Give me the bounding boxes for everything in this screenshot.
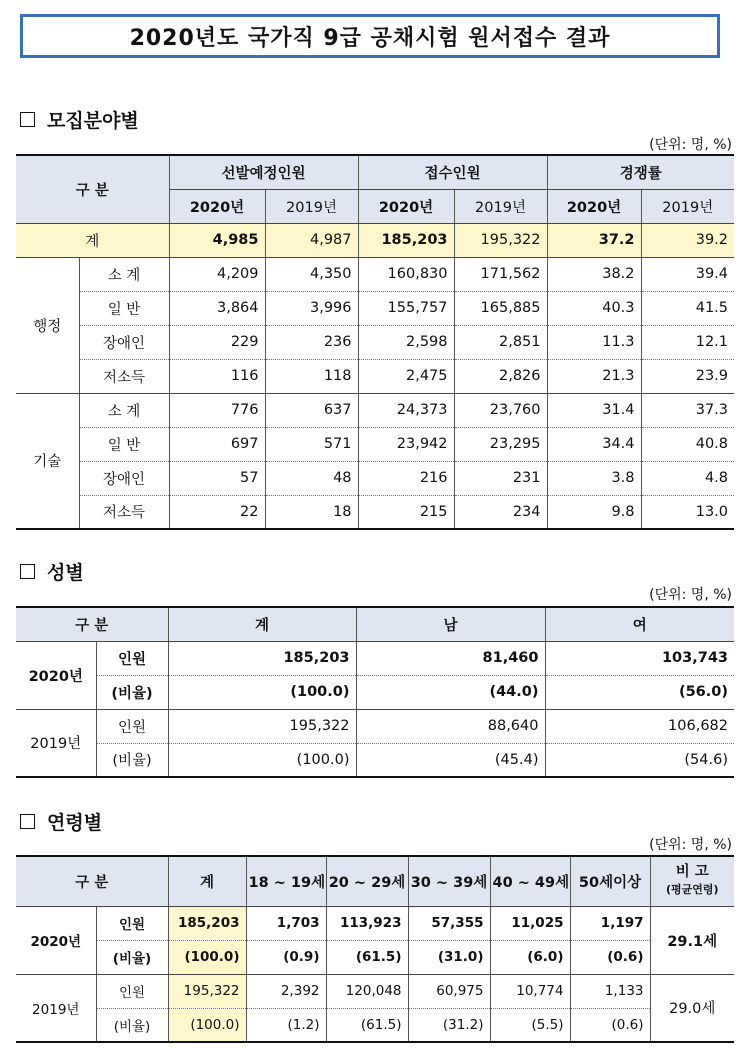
- header-year-2019: 2019년: [454, 189, 547, 223]
- gender-table: [16, 606, 734, 778]
- cell: 23,760: [454, 393, 547, 427]
- cell: 23,942: [358, 427, 454, 461]
- header-year-2020: 2020년: [358, 189, 454, 223]
- cell: (61.5): [326, 940, 408, 974]
- group-label: 기술: [16, 393, 79, 529]
- cell: 234: [454, 495, 547, 529]
- header-total: 계: [168, 856, 246, 906]
- cell: (1.2): [246, 1008, 326, 1042]
- cell: 18: [265, 495, 358, 529]
- cell: 155,757: [358, 291, 454, 325]
- header-age-18-19: 18 ~ 19세: [246, 856, 326, 906]
- cell: (56.0): [545, 675, 734, 709]
- unit-label: (단위: 명, %): [649, 837, 732, 853]
- group-label: 행정: [16, 257, 79, 393]
- header-age-20-29: 20 ~ 29세: [326, 856, 408, 906]
- cell: 12.1: [641, 325, 734, 359]
- row-label: 장애인: [79, 461, 169, 495]
- cell: 9.8: [547, 495, 641, 529]
- row-label: 소 계: [79, 257, 169, 291]
- header-gubun: 구 분: [16, 607, 168, 641]
- cell: (54.6): [545, 743, 734, 777]
- table-row: [16, 709, 734, 743]
- row-label: (비율): [96, 1008, 168, 1042]
- table-row: [16, 461, 734, 495]
- table-row: [16, 906, 734, 940]
- row-label: 저소득: [79, 359, 169, 393]
- cell: 34.4: [547, 427, 641, 461]
- cell: 4,209: [169, 257, 265, 291]
- cell: 776: [169, 393, 265, 427]
- table-row: [16, 325, 734, 359]
- cell: 11,025: [490, 906, 570, 940]
- cell: 2,826: [454, 359, 547, 393]
- cell: 2,598: [358, 325, 454, 359]
- cell: 24,373: [358, 393, 454, 427]
- row-label: 장애인: [79, 325, 169, 359]
- cell: (0.6): [570, 1008, 650, 1042]
- cell: 3.8: [547, 461, 641, 495]
- header-age-30-39: 30 ~ 39세: [408, 856, 490, 906]
- cell: 215: [358, 495, 454, 529]
- cell: 57: [169, 461, 265, 495]
- cell: 116: [169, 359, 265, 393]
- checkbox-square-icon: [20, 814, 35, 829]
- cell: 165,885: [454, 291, 547, 325]
- year-label: 2020년: [16, 641, 96, 709]
- section-heading-age: [20, 808, 102, 835]
- header-age-50-plus: 50세이상: [570, 856, 650, 906]
- cell: (100.0): [168, 743, 356, 777]
- cell: 21.3: [547, 359, 641, 393]
- row-label: 일 반: [79, 291, 169, 325]
- cell: 37.3: [641, 393, 734, 427]
- header-note-label: 비 고: [675, 864, 709, 881]
- cell: (0.6): [570, 940, 650, 974]
- table-row: [16, 291, 734, 325]
- cell: 120,048: [326, 974, 408, 1008]
- year-label: 2019년: [16, 974, 96, 1042]
- cell: 23.9: [641, 359, 734, 393]
- row-label: (비율): [96, 675, 168, 709]
- cell: 2,475: [358, 359, 454, 393]
- header-rate: 경쟁률: [547, 155, 734, 189]
- cell: 41.5: [641, 291, 734, 325]
- cell: 160,830: [358, 257, 454, 291]
- cell: 37.2: [547, 223, 641, 257]
- cell: 2,851: [454, 325, 547, 359]
- cell: 697: [169, 427, 265, 461]
- field-table: [16, 154, 734, 530]
- section-heading-text: 모집분야별: [47, 110, 139, 132]
- cell: 185,203: [168, 906, 246, 940]
- cell: (6.0): [490, 940, 570, 974]
- header-gubun: 구 분: [16, 856, 168, 906]
- cell: 31.4: [547, 393, 641, 427]
- cell: 39.4: [641, 257, 734, 291]
- cell: 195,322: [168, 974, 246, 1008]
- row-label: 소 계: [79, 393, 169, 427]
- cell: 3,864: [169, 291, 265, 325]
- unit-label: (단위: 명, %): [649, 137, 732, 153]
- cell: 38.2: [547, 257, 641, 291]
- row-label: 저소득: [79, 495, 169, 529]
- header-note: [650, 856, 734, 906]
- total-row: [16, 223, 734, 257]
- cell: (5.5): [490, 1008, 570, 1042]
- cell: (100.0): [168, 675, 356, 709]
- table-row: [16, 974, 734, 1008]
- header-gubun: 구 분: [16, 155, 169, 223]
- cell: 185,203: [358, 223, 454, 257]
- header-note-sub: (평균연령): [665, 883, 719, 897]
- header-year-2020: 2020년: [169, 189, 265, 223]
- cell: 2,392: [246, 974, 326, 1008]
- header-select: 선발예정인원: [169, 155, 358, 189]
- cell: 103,743: [545, 641, 734, 675]
- cell: 4,985: [169, 223, 265, 257]
- header-age-40-49: 40 ~ 49세: [490, 856, 570, 906]
- cell: 13.0: [641, 495, 734, 529]
- table-row: [16, 675, 734, 709]
- cell: (31.2): [408, 1008, 490, 1042]
- header-female: 여: [545, 607, 734, 641]
- cell: 106,682: [545, 709, 734, 743]
- cell: 1,197: [570, 906, 650, 940]
- cell: 195,322: [454, 223, 547, 257]
- avg-age-2019: 29.0세: [650, 974, 734, 1042]
- header-apply: 접수인원: [358, 155, 547, 189]
- cell: 57,355: [408, 906, 490, 940]
- row-label: 인원: [96, 709, 168, 743]
- cell: (100.0): [168, 940, 246, 974]
- section-heading-field: [20, 106, 139, 133]
- cell: 48: [265, 461, 358, 495]
- cell: 171,562: [454, 257, 547, 291]
- header-year-2020: 2020년: [547, 189, 641, 223]
- age-table: [16, 855, 734, 1043]
- cell: (45.4): [356, 743, 545, 777]
- table-row: [16, 641, 734, 675]
- cell: 88,640: [356, 709, 545, 743]
- cell: (61.5): [326, 1008, 408, 1042]
- cell: 4.8: [641, 461, 734, 495]
- row-label: 일 반: [79, 427, 169, 461]
- cell: 113,923: [326, 906, 408, 940]
- cell: 236: [265, 325, 358, 359]
- table-row: [16, 257, 734, 291]
- avg-age-2020: 29.1세: [650, 906, 734, 974]
- row-label: (비율): [96, 743, 168, 777]
- cell: 22: [169, 495, 265, 529]
- table-row: [16, 359, 734, 393]
- cell: 1,133: [570, 974, 650, 1008]
- checkbox-square-icon: [20, 112, 35, 127]
- document-title: 2020년도 국가직 9급 공채시험 원서접수 결과: [20, 14, 720, 58]
- cell: 10,774: [490, 974, 570, 1008]
- cell: (100.0): [168, 1008, 246, 1042]
- cell: (44.0): [356, 675, 545, 709]
- checkbox-square-icon: [20, 564, 35, 579]
- cell: 1,703: [246, 906, 326, 940]
- table-row: [16, 495, 734, 529]
- cell: 4,987: [265, 223, 358, 257]
- cell: 195,322: [168, 709, 356, 743]
- cell: 118: [265, 359, 358, 393]
- row-label: (비율): [96, 940, 168, 974]
- cell: 185,203: [168, 641, 356, 675]
- table-row: [16, 1008, 734, 1042]
- row-label: 인원: [96, 641, 168, 675]
- year-label: 2019년: [16, 709, 96, 777]
- total-label: 계: [16, 223, 169, 257]
- cell: 229: [169, 325, 265, 359]
- cell: 571: [265, 427, 358, 461]
- cell: (31.0): [408, 940, 490, 974]
- cell: 3,996: [265, 291, 358, 325]
- row-label: 인원: [96, 906, 168, 940]
- table-row: [16, 393, 734, 427]
- section-heading-text: 성별: [47, 562, 84, 584]
- cell: 40.8: [641, 427, 734, 461]
- cell: 231: [454, 461, 547, 495]
- header-year-2019: 2019년: [265, 189, 358, 223]
- section-heading-gender: [20, 558, 84, 585]
- section-heading-text: 연령별: [47, 812, 103, 834]
- header-year-2019: 2019년: [641, 189, 734, 223]
- cell: 40.3: [547, 291, 641, 325]
- cell: 81,460: [356, 641, 545, 675]
- header-total: 계: [168, 607, 356, 641]
- unit-label: (단위: 명, %): [649, 587, 732, 603]
- cell: 60,975: [408, 974, 490, 1008]
- table-row: [16, 940, 734, 974]
- year-label: 2020년: [16, 906, 96, 974]
- cell: 23,295: [454, 427, 547, 461]
- cell: 11.3: [547, 325, 641, 359]
- row-label: 인원: [96, 974, 168, 1008]
- cell: 216: [358, 461, 454, 495]
- cell: 637: [265, 393, 358, 427]
- table-row: [16, 427, 734, 461]
- header-male: 남: [356, 607, 545, 641]
- cell: 4,350: [265, 257, 358, 291]
- cell: 39.2: [641, 223, 734, 257]
- table-row: [16, 743, 734, 777]
- cell: (0.9): [246, 940, 326, 974]
